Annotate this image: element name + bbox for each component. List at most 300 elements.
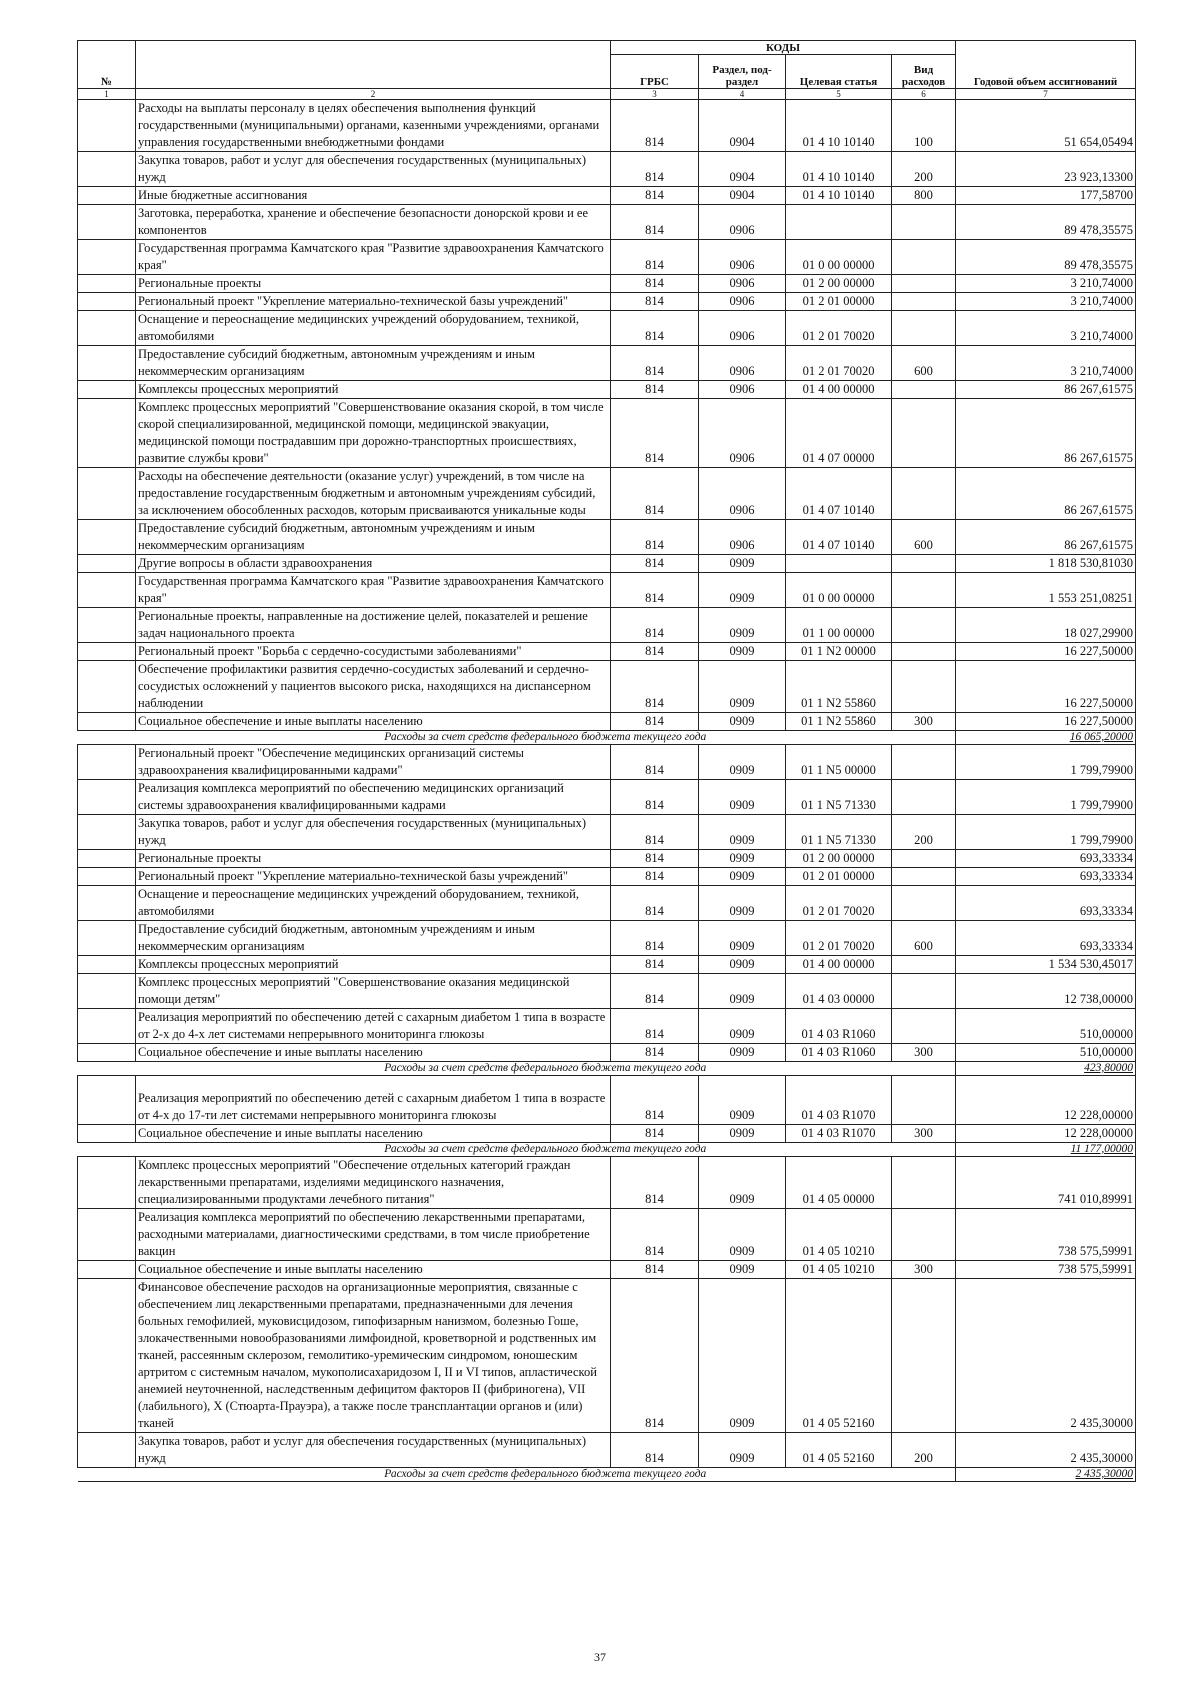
row-num-cell xyxy=(78,815,136,850)
section-code: 0909 xyxy=(699,1076,786,1125)
table-row xyxy=(78,1433,1136,1468)
expense-type-code xyxy=(892,1209,956,1261)
target-article-code: 01 2 01 70020 xyxy=(786,921,892,956)
annual-amount: 693,33334 xyxy=(956,886,1136,921)
expense-name: Закупка товаров, работ и услуг для обеспечения государственных (муниципальных) нужд xyxy=(136,1433,611,1468)
table-row xyxy=(78,1261,1136,1279)
expense-type-code: 300 xyxy=(892,1044,956,1062)
annual-amount: 741 010,89991 xyxy=(956,1157,1136,1209)
expense-type-code: 200 xyxy=(892,815,956,850)
expense-type-code xyxy=(892,275,956,293)
expense-type-code xyxy=(892,573,956,608)
annual-amount: 18 027,29900 xyxy=(956,608,1136,643)
section-code: 0904 xyxy=(699,187,786,205)
annual-amount: 2 435,30000 xyxy=(956,1433,1136,1468)
table-row xyxy=(78,661,1136,713)
target-article-code: 01 1 N5 71330 xyxy=(786,780,892,815)
expense-type-code xyxy=(892,745,956,780)
row-num-cell xyxy=(78,1261,136,1279)
annual-amount: 1 534 530,45017 xyxy=(956,956,1136,974)
row-num-cell xyxy=(78,293,136,311)
section-code: 0906 xyxy=(699,399,786,468)
expense-name: Государственная программа Камчатского края "Развитие здравоохранения Камчатского края" xyxy=(136,240,611,275)
section-code: 0909 xyxy=(699,780,786,815)
row-num-cell xyxy=(78,346,136,381)
row-num-cell xyxy=(78,520,136,555)
expense-type-code: 300 xyxy=(892,1125,956,1143)
annual-amount: 16 227,50000 xyxy=(956,643,1136,661)
target-article-code: 01 4 03 R1070 xyxy=(786,1125,892,1143)
expense-name: Региональные проекты xyxy=(136,275,611,293)
expense-name: Региональный проект "Борьба с сердечно-сосудистыми заболеваниями" xyxy=(136,643,611,661)
expense-name: Региональные проекты, направленные на достижение целей, показателей и решение задач национального проекта xyxy=(136,608,611,643)
target-article-code: 01 4 10 10140 xyxy=(786,187,892,205)
annual-amount: 1 553 251,08251 xyxy=(956,573,1136,608)
expense-name: Комплекс процессных мероприятий "Обеспечение отдельных категорий граждан лекарственными препаратами, изделиями медицинского назначения, специализированными продуктами лечебного питания" xyxy=(136,1157,611,1209)
row-num-cell xyxy=(78,780,136,815)
table-row xyxy=(78,1125,1136,1143)
section-code: 0906 xyxy=(699,240,786,275)
column-number: 4 xyxy=(699,89,786,100)
annual-amount: 2 435,30000 xyxy=(956,1279,1136,1433)
grbs-code: 814 xyxy=(611,1157,699,1209)
grbs-code: 814 xyxy=(611,1125,699,1143)
section-code: 0909 xyxy=(699,921,786,956)
annual-amount: 1 818 530,81030 xyxy=(956,555,1136,573)
grbs-code: 814 xyxy=(611,1279,699,1433)
grbs-code: 814 xyxy=(611,381,699,399)
federal-budget-label: Расходы за счет средств федерального бюджета текущего года xyxy=(136,1143,956,1157)
table-row xyxy=(78,608,1136,643)
row-num-cell xyxy=(78,850,136,868)
section-code: 0906 xyxy=(699,520,786,555)
annual-amount: 738 575,59991 xyxy=(956,1209,1136,1261)
target-article-code: 01 4 05 52160 xyxy=(786,1279,892,1433)
row-num-cell xyxy=(78,868,136,886)
section-code: 0909 xyxy=(699,1009,786,1044)
row-num-cell xyxy=(78,661,136,713)
grbs-code: 814 xyxy=(611,608,699,643)
expense-type-code: 800 xyxy=(892,187,956,205)
grbs-code: 814 xyxy=(611,661,699,713)
expense-type-code xyxy=(892,886,956,921)
expense-name: Региональный проект "Укрепление материально-технической базы учреждений" xyxy=(136,293,611,311)
target-article-code: 01 4 07 10140 xyxy=(786,468,892,520)
expense-type-code: 200 xyxy=(892,152,956,187)
annual-amount: 86 267,61575 xyxy=(956,399,1136,468)
expense-name: Региональные проекты xyxy=(136,850,611,868)
section-code: 0906 xyxy=(699,275,786,293)
grbs-code: 814 xyxy=(611,152,699,187)
header-annual: Годовой объем ассигнований xyxy=(956,41,1136,89)
table-row xyxy=(78,921,1136,956)
grbs-code: 814 xyxy=(611,1261,699,1279)
expense-name: Социальное обеспечение и иные выплаты населению xyxy=(136,1044,611,1062)
federal-budget-label: Расходы за счет средств федерального бюджета текущего года xyxy=(136,1062,956,1076)
section-code: 0909 xyxy=(699,974,786,1009)
federal-budget-label: Расходы за счет средств федерального бюджета текущего года xyxy=(136,1468,956,1482)
row-num-cell xyxy=(78,921,136,956)
expense-name: Другие вопросы в области здравоохранения xyxy=(136,555,611,573)
grbs-code: 814 xyxy=(611,573,699,608)
section-code: 0909 xyxy=(699,886,786,921)
header-codes: КОДЫ xyxy=(611,41,956,55)
header-section: Раздел, под-раздел xyxy=(699,55,786,89)
table-row xyxy=(78,399,1136,468)
expense-name: Предоставление субсидий бюджетным, автономным учреждениям и иным некоммерческим организациям xyxy=(136,520,611,555)
table-row xyxy=(78,1076,1136,1125)
section-code: 0904 xyxy=(699,152,786,187)
federal-budget-amount: 16 065,20000 xyxy=(956,731,1136,745)
expense-type-code xyxy=(892,1279,956,1433)
federal-budget-row xyxy=(78,1062,1136,1076)
column-numbers-row xyxy=(78,89,1136,100)
column-number: 3 xyxy=(611,89,699,100)
expense-name: Реализация комплекса мероприятий по обеспечению медицинских организаций системы здравоохранения квалифицированными кадрами xyxy=(136,780,611,815)
annual-amount: 12 228,00000 xyxy=(956,1125,1136,1143)
target-article-code xyxy=(786,555,892,573)
header-type: Вид расходов xyxy=(892,55,956,89)
table-row xyxy=(78,974,1136,1009)
target-article-code: 01 4 00 00000 xyxy=(786,381,892,399)
annual-amount: 86 267,61575 xyxy=(956,520,1136,555)
section-code: 0906 xyxy=(699,205,786,240)
header-row-1 xyxy=(78,41,1136,55)
grbs-code: 814 xyxy=(611,205,699,240)
row-num-cell xyxy=(78,1062,136,1076)
row-num-cell xyxy=(78,187,136,205)
target-article-code: 01 1 00 00000 xyxy=(786,608,892,643)
table-row xyxy=(78,205,1136,240)
section-code: 0906 xyxy=(699,346,786,381)
expense-name: Обеспечение профилактики развития сердечно-сосудистых заболеваний и сердечно-сосудистых осложнений у пациентов высокого риска, находящихся на диспансерном наблюдении xyxy=(136,661,611,713)
expense-name: Реализация мероприятий по обеспечению детей с сахарным диабетом 1 типа в возрасте от 4-х до 17-ти лет системами непрерывного мониторинга глюкозы xyxy=(136,1076,611,1125)
section-code: 0906 xyxy=(699,293,786,311)
grbs-code: 814 xyxy=(611,1209,699,1261)
target-article-code: 01 1 N2 00000 xyxy=(786,643,892,661)
section-code: 0909 xyxy=(699,956,786,974)
row-num-cell xyxy=(78,399,136,468)
row-num-cell xyxy=(78,1009,136,1044)
row-num-cell xyxy=(78,152,136,187)
expense-name: Оснащение и переоснащение медицинских учреждений оборудованием, техникой, автомобилями xyxy=(136,886,611,921)
row-num-cell xyxy=(78,974,136,1009)
grbs-code: 814 xyxy=(611,868,699,886)
grbs-code: 814 xyxy=(611,886,699,921)
grbs-code: 814 xyxy=(611,1076,699,1125)
target-article-code: 01 4 07 00000 xyxy=(786,399,892,468)
table-row xyxy=(78,100,1136,152)
target-article-code: 01 2 01 00000 xyxy=(786,293,892,311)
target-article-code: 01 2 00 00000 xyxy=(786,850,892,868)
table-row xyxy=(78,956,1136,974)
expense-name: Региональный проект "Обеспечение медицинских организаций системы здравоохранения квалифицированными кадрами" xyxy=(136,745,611,780)
target-article-code: 01 4 07 10140 xyxy=(786,520,892,555)
expense-name: Оснащение и переоснащение медицинских учреждений оборудованием, техникой, автомобилями xyxy=(136,311,611,346)
expense-type-code xyxy=(892,205,956,240)
row-num-cell xyxy=(78,573,136,608)
expense-name: Закупка товаров, работ и услуг для обеспечения государственных (муниципальных) нужд xyxy=(136,152,611,187)
table-row xyxy=(78,643,1136,661)
expense-name: Расходы на выплаты персоналу в целях обеспечения выполнения функций государственными (муниципальными) органами, казенными учреждениями, органами управления государственными внебюджетными фондами xyxy=(136,100,611,152)
expense-type-code xyxy=(892,293,956,311)
annual-amount: 16 227,50000 xyxy=(956,661,1136,713)
annual-amount: 89 478,35575 xyxy=(956,240,1136,275)
annual-amount: 1 799,79900 xyxy=(956,780,1136,815)
section-code: 0909 xyxy=(699,573,786,608)
expense-name: Региональный проект "Укрепление материально-технической базы учреждений" xyxy=(136,868,611,886)
row-num-cell xyxy=(78,1157,136,1209)
expense-type-code: 300 xyxy=(892,713,956,731)
section-code: 0909 xyxy=(699,608,786,643)
row-num-cell xyxy=(78,275,136,293)
table-row xyxy=(78,713,1136,731)
table-row xyxy=(78,1209,1136,1261)
grbs-code: 814 xyxy=(611,240,699,275)
federal-budget-amount: 423,80000 xyxy=(956,1062,1136,1076)
column-number: 5 xyxy=(786,89,892,100)
grbs-code: 814 xyxy=(611,1433,699,1468)
annual-amount: 3 210,74000 xyxy=(956,346,1136,381)
expense-name: Комплексы процессных мероприятий xyxy=(136,956,611,974)
table-row xyxy=(78,745,1136,780)
expense-name: Предоставление субсидий бюджетным, автономным учреждениям и иным некоммерческим организациям xyxy=(136,346,611,381)
grbs-code: 814 xyxy=(611,346,699,381)
expense-type-code: 600 xyxy=(892,921,956,956)
table-row xyxy=(78,468,1136,520)
expense-type-code xyxy=(892,399,956,468)
header-name xyxy=(136,41,611,89)
expense-type-code xyxy=(892,643,956,661)
expense-type-code: 300 xyxy=(892,1261,956,1279)
row-num-cell xyxy=(78,745,136,780)
section-code: 0909 xyxy=(699,868,786,886)
section-code: 0909 xyxy=(699,850,786,868)
target-article-code: 01 4 03 00000 xyxy=(786,974,892,1009)
expense-name: Социальное обеспечение и иные выплаты населению xyxy=(136,1261,611,1279)
grbs-code: 814 xyxy=(611,956,699,974)
annual-amount: 86 267,61575 xyxy=(956,381,1136,399)
target-article-code: 01 1 N2 55860 xyxy=(786,661,892,713)
grbs-code: 814 xyxy=(611,921,699,956)
expense-type-code xyxy=(892,1157,956,1209)
grbs-code: 814 xyxy=(611,399,699,468)
target-article-code: 01 4 05 52160 xyxy=(786,1433,892,1468)
grbs-code: 814 xyxy=(611,468,699,520)
section-code: 0904 xyxy=(699,100,786,152)
federal-budget-row xyxy=(78,1143,1136,1157)
row-num-cell xyxy=(78,643,136,661)
expense-name: Финансовое обеспечение расходов на организационные мероприятия, связанные с обеспечением лиц лекарственными препаратами, предназначенными для лечения больных гемофилией, муковисцидозом, гипофизарным нанизмом, болезнью Гоше, злокачественными новообразованиями лимфоидной, кроветворной и родственных им тканей, рассеянным склерозом, гемолитико-уремическим синдромом, юношеским артритом с системным началом, мукополисахаридозом I, II и VI типов, апластической анемией неуточненной, наследственным дефицитом факторов II (фибриногена), VII (лабильного), X (Стюарта-Прауэра), а также после трансплантации органов и (или) тканей xyxy=(136,1279,611,1433)
table-row xyxy=(78,850,1136,868)
table-row xyxy=(78,1157,1136,1209)
table-row xyxy=(78,520,1136,555)
section-code: 0909 xyxy=(699,1433,786,1468)
target-article-code: 01 1 N5 00000 xyxy=(786,745,892,780)
table-row xyxy=(78,815,1136,850)
table-row xyxy=(78,240,1136,275)
expense-name: Социальное обеспечение и иные выплаты населению xyxy=(136,1125,611,1143)
header-grbs: ГРБС xyxy=(611,55,699,89)
table-row xyxy=(78,275,1136,293)
expense-type-code xyxy=(892,956,956,974)
grbs-code: 814 xyxy=(611,745,699,780)
annual-amount: 510,00000 xyxy=(956,1044,1136,1062)
section-code: 0909 xyxy=(699,661,786,713)
row-num-cell xyxy=(78,1125,136,1143)
section-code: 0909 xyxy=(699,643,786,661)
target-article-code: 01 0 00 00000 xyxy=(786,573,892,608)
annual-amount: 1 799,79900 xyxy=(956,815,1136,850)
target-article-code: 01 4 00 00000 xyxy=(786,956,892,974)
expense-name: Социальное обеспечение и иные выплаты населению xyxy=(136,713,611,731)
section-code: 0909 xyxy=(699,1279,786,1433)
budget-table-body xyxy=(78,100,1136,1482)
header-num: № xyxy=(78,41,136,89)
row-num-cell xyxy=(78,1279,136,1433)
row-num-cell xyxy=(78,468,136,520)
table-row xyxy=(78,187,1136,205)
grbs-code: 814 xyxy=(611,275,699,293)
section-code: 0906 xyxy=(699,381,786,399)
annual-amount: 693,33334 xyxy=(956,921,1136,956)
grbs-code: 814 xyxy=(611,520,699,555)
column-number: 1 xyxy=(78,89,136,100)
annual-amount: 12 738,00000 xyxy=(956,974,1136,1009)
row-num-cell xyxy=(78,1433,136,1468)
section-code: 0909 xyxy=(699,745,786,780)
table-row xyxy=(78,573,1136,608)
target-article-code: 01 4 05 10210 xyxy=(786,1261,892,1279)
grbs-code: 814 xyxy=(611,1009,699,1044)
column-number: 2 xyxy=(136,89,611,100)
annual-amount: 1 799,79900 xyxy=(956,745,1136,780)
expense-type-code xyxy=(892,780,956,815)
section-code: 0909 xyxy=(699,555,786,573)
row-num-cell xyxy=(78,1076,136,1125)
expense-type-code xyxy=(892,608,956,643)
annual-amount: 510,00000 xyxy=(956,1009,1136,1044)
table-row xyxy=(78,293,1136,311)
table-row xyxy=(78,381,1136,399)
target-article-code: 01 1 N5 71330 xyxy=(786,815,892,850)
federal-budget-amount: 11 177,00000 xyxy=(956,1143,1136,1157)
table-row xyxy=(78,555,1136,573)
grbs-code: 814 xyxy=(611,974,699,1009)
row-num-cell xyxy=(78,1468,136,1482)
expense-type-code xyxy=(892,468,956,520)
target-article-code: 01 4 05 00000 xyxy=(786,1157,892,1209)
row-num-cell xyxy=(78,555,136,573)
budget-sheet xyxy=(77,40,1135,1482)
annual-amount: 16 227,50000 xyxy=(956,713,1136,731)
federal-budget-row xyxy=(78,1468,1136,1482)
grbs-code: 814 xyxy=(611,780,699,815)
grbs-code: 814 xyxy=(611,293,699,311)
grbs-code: 814 xyxy=(611,643,699,661)
section-code: 0906 xyxy=(699,311,786,346)
grbs-code: 814 xyxy=(611,187,699,205)
row-num-cell xyxy=(78,240,136,275)
table-row xyxy=(78,346,1136,381)
expense-type-code xyxy=(892,240,956,275)
target-article-code: 01 2 01 70020 xyxy=(786,886,892,921)
budget-table xyxy=(77,40,1136,1482)
table-row xyxy=(78,886,1136,921)
expense-name: Предоставление субсидий бюджетным, автономным учреждениям и иным некоммерческим организациям xyxy=(136,921,611,956)
section-code: 0909 xyxy=(699,1209,786,1261)
expense-name: Закупка товаров, работ и услуг для обеспечения государственных (муниципальных) нужд xyxy=(136,815,611,850)
expense-name: Иные бюджетные ассигнования xyxy=(136,187,611,205)
row-num-cell xyxy=(78,608,136,643)
section-code: 0906 xyxy=(699,468,786,520)
grbs-code: 814 xyxy=(611,815,699,850)
expense-type-code: 100 xyxy=(892,100,956,152)
grbs-code: 814 xyxy=(611,713,699,731)
target-article-code: 01 1 N2 55860 xyxy=(786,713,892,731)
annual-amount: 89 478,35575 xyxy=(956,205,1136,240)
annual-amount: 693,33334 xyxy=(956,868,1136,886)
grbs-code: 814 xyxy=(611,311,699,346)
annual-amount: 23 923,13300 xyxy=(956,152,1136,187)
table-row xyxy=(78,152,1136,187)
table-row xyxy=(78,1279,1136,1433)
section-code: 0909 xyxy=(699,1157,786,1209)
target-article-code: 01 4 03 R1060 xyxy=(786,1009,892,1044)
expense-name: Комплекс процессных мероприятий "Совершенствование оказания медицинской помощи детям" xyxy=(136,974,611,1009)
section-code: 0909 xyxy=(699,1261,786,1279)
target-article-code: 01 4 03 R1060 xyxy=(786,1044,892,1062)
row-num-cell xyxy=(78,381,136,399)
column-number: 7 xyxy=(956,89,1136,100)
section-code: 0909 xyxy=(699,713,786,731)
annual-amount: 51 654,05494 xyxy=(956,100,1136,152)
expense-type-code xyxy=(892,1076,956,1125)
annual-amount: 738 575,59991 xyxy=(956,1261,1136,1279)
expense-type-code: 600 xyxy=(892,520,956,555)
annual-amount: 12 228,00000 xyxy=(956,1076,1136,1125)
row-num-cell xyxy=(78,886,136,921)
annual-amount: 693,33334 xyxy=(956,850,1136,868)
section-code: 0909 xyxy=(699,815,786,850)
target-article-code: 01 4 10 10140 xyxy=(786,152,892,187)
table-row xyxy=(78,1044,1136,1062)
expense-name: Заготовка, переработка, хранение и обеспечение безопасности донорской крови и ее компонентов xyxy=(136,205,611,240)
expense-type-code xyxy=(892,661,956,713)
annual-amount: 3 210,74000 xyxy=(956,293,1136,311)
target-article-code: 01 2 01 00000 xyxy=(786,868,892,886)
target-article-code: 01 2 01 70020 xyxy=(786,311,892,346)
grbs-code: 814 xyxy=(611,850,699,868)
expense-name: Комплексы процессных мероприятий xyxy=(136,381,611,399)
page-number: 37 xyxy=(594,1650,606,1664)
target-article-code: 01 4 10 10140 xyxy=(786,100,892,152)
annual-amount: 177,58700 xyxy=(956,187,1136,205)
row-num-cell xyxy=(78,1143,136,1157)
target-article-code: 01 2 00 00000 xyxy=(786,275,892,293)
grbs-code: 814 xyxy=(611,1044,699,1062)
expense-name: Реализация комплекса мероприятий по обеспечению лекарственными препаратами, расходными материалами, диагностическими средствами, в том числе приобретение вакцин xyxy=(136,1209,611,1261)
annual-amount: 3 210,74000 xyxy=(956,275,1136,293)
expense-type-code xyxy=(892,868,956,886)
target-article-code: 01 4 03 R1070 xyxy=(786,1076,892,1125)
header-target: Целевая статья xyxy=(786,55,892,89)
row-num-cell xyxy=(78,713,136,731)
expense-type-code xyxy=(892,381,956,399)
expense-name: Государственная программа Камчатского края "Развитие здравоохранения Камчатского края" xyxy=(136,573,611,608)
grbs-code: 814 xyxy=(611,555,699,573)
expense-name: Расходы на обеспечение деятельности (оказание услуг) учреждений, в том числе на предоставление государственным бюджетным и автономным учреждениям субсидий, за исключением обособленных расходов, которым присваиваются уникальные коды xyxy=(136,468,611,520)
